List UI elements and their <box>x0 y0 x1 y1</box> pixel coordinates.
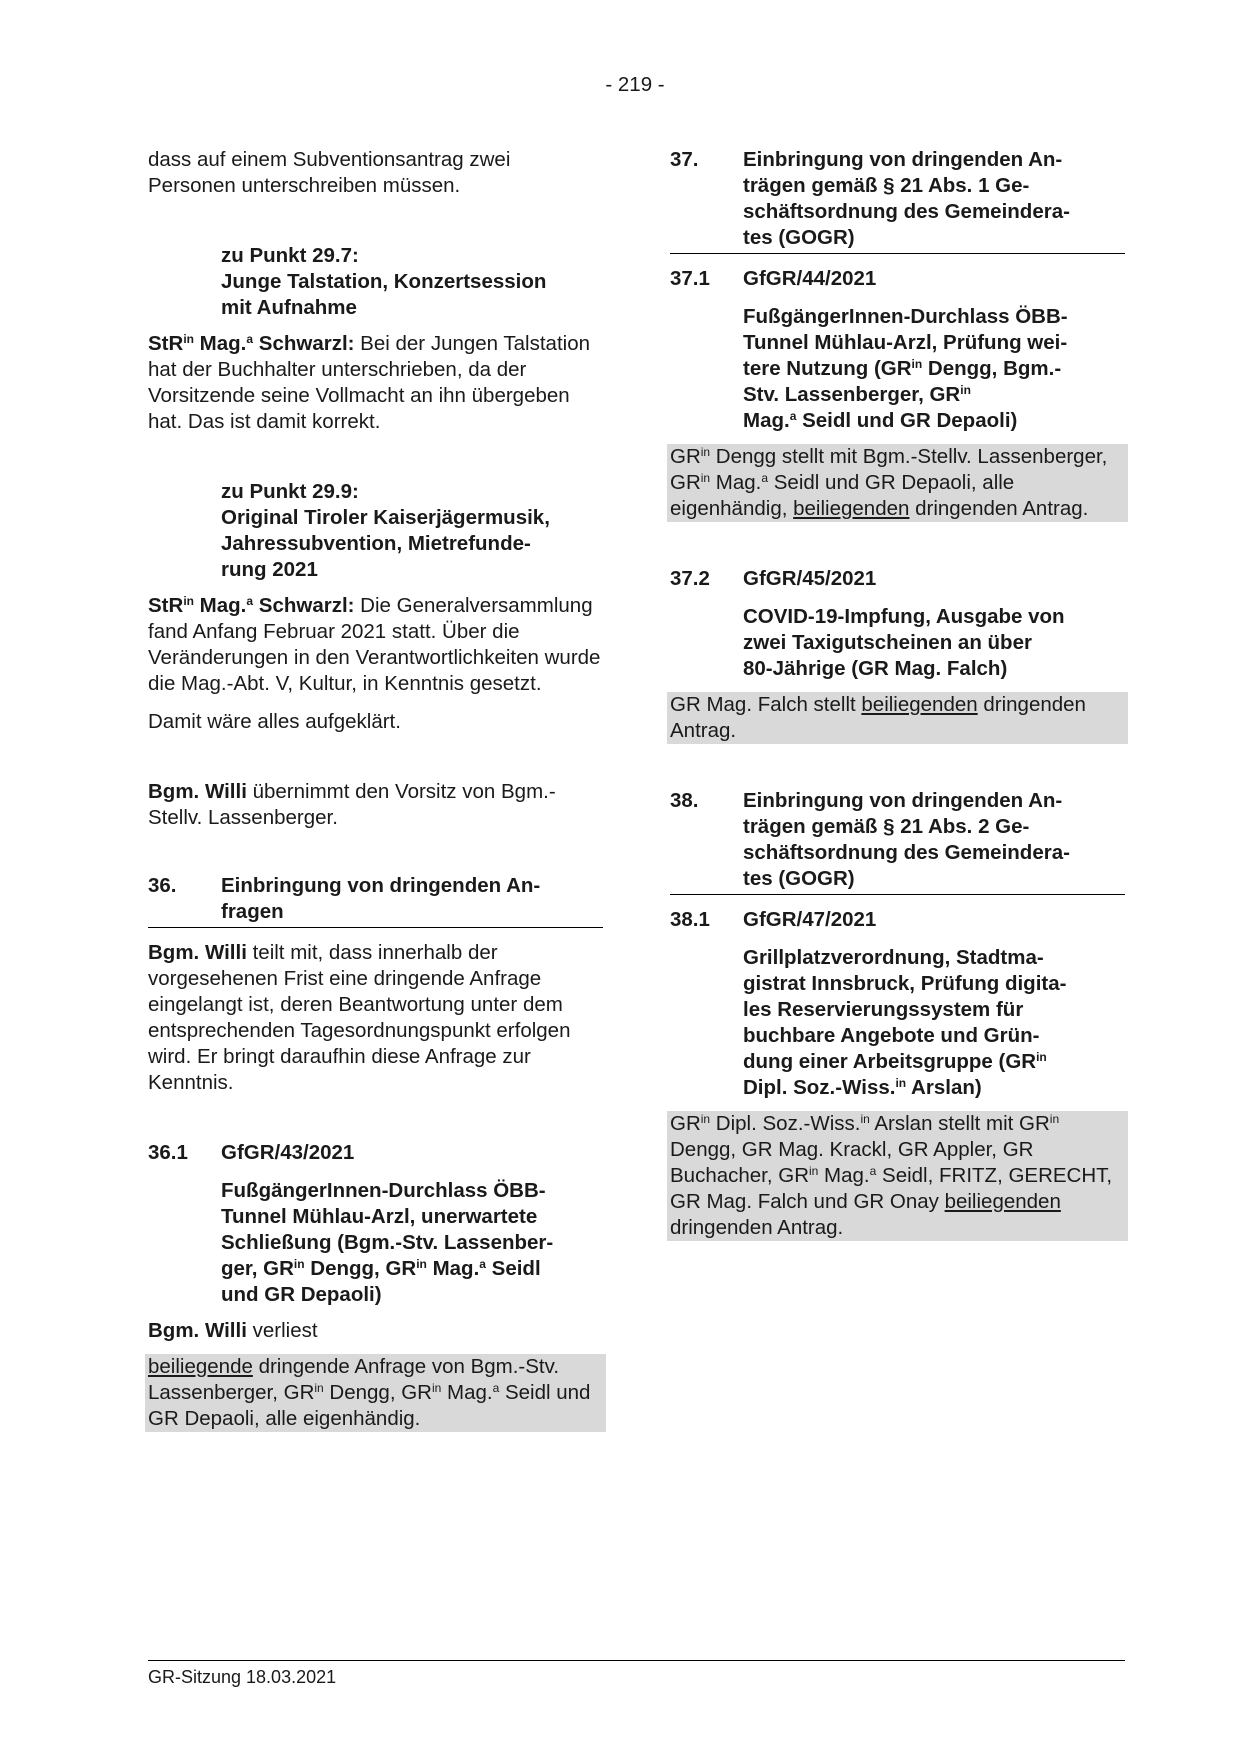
right-column <box>670 147 1125 1241</box>
section-37-heading: 37. Einbringung von dringenden An- trägen gemäß § 21 Abs. 1 Ge- schäftsordnung des Gemeindera- tes (GOGR) <box>670 147 1125 254</box>
section-37-1-heading: 37.1 GfGR/44/2021 <box>670 267 877 290</box>
paragraph-chair-change: Bgm. Willi übernimmt den Vorsitz von Bgm.-Stellv. Lassenberger. <box>148 780 556 829</box>
page-number: - 219 - <box>605 73 665 96</box>
section-36-heading: 36. Einbringung von dringenden An- fragen <box>148 873 603 928</box>
left-column <box>148 147 603 1432</box>
paragraph-schwarzl-29-9: StR$^{in}$ Mag.$^a$ Schwarzl: Die Generalversammlung fand Anfang Februar 2021 statt. Über die Veränderungen in den Verantwortlichkeiten wurde die Mag.-Abt. V, Kultur, in Kenntnis gesetzt. <box>148 594 601 695</box>
page-footer: GR-Sitzung 18.03.2021 <box>148 1660 1125 1690</box>
attachment-link[interactable]: beiliegenden <box>861 693 978 716</box>
section-36-1-box: beiliegende dringende Anfrage von Bgm.-Stv. Lassenberger, $GR^{in}$ Dengg, $GR^{in}$ Mag.$^a$ Seidl und GR Depaoli, alle eigenhändig. <box>145 1354 606 1432</box>
paragraph-schwarzl-29-7: StR$^{in}$ Mag.$^a$ Schwarzl: Bei der Jungen Talstation hat der Buchhalter unterschrieben, da der Vorsitzende seine Vollmacht an ihn übergeben hat. Das ist damit korrekt. <box>148 332 590 433</box>
attachment-link[interactable]: beiliegenden <box>793 497 910 520</box>
section-38-1-box: $GR^{in}$ Dipl. Soz.-Wiss.$^{in}$ Arslan stellt mit $GR^{in}$ Dengg, GR Mag. Krackl, GR Appler, GR Buchacher, $GR^{in}$ Mag.$^a$ Seidl, FRITZ, GERECHT, GR Mag. Falch und GR Onay beiliegenden dringenden Antrag. <box>667 1111 1128 1241</box>
section-37-2-box: GR Mag. Falch stellt beiliegenden dringenden Antrag. <box>667 692 1128 744</box>
section-37-1-title: FußgängerInnen-Durchlass ÖBB- Tunnel Mühlau-Arzl, Prüfung wei- tere Nutzung ($GR^{in}$ Dengg, Bgm.- Stv. Lassenberger, $GR^{in}$ Mag.$^a$ Seidl und GR Depaoli) <box>743 305 1068 432</box>
heading-punkt-29-7: zu Punkt 29.7: Junge Talstation, Konzertsession mit Aufnahme <box>221 244 547 319</box>
section-38-1-title: Grillplatzverordnung, Stadtma- gistrat Innsbruck, Prüfung digita- les Reservierungssystem für buchbare Angebote und Grün- dung einer Arbeitsgruppe ($GR^{in}$ Dipl. Soz.-Wiss.$^{in}$ Arslan) <box>743 946 1067 1099</box>
intro-paragraph: dass auf einem Subventionsantrag zwei Personen unterschreiben müssen. <box>148 148 511 197</box>
section-36-1-title: FußgängerInnen-Durchlass ÖBB- Tunnel Mühlau-Arzl, unerwartete Schließung (Bgm.-Stv. Lassenber- ger, $GR^{in}$ Dengg, $GR^{in}$ Mag.$^a$ Seidl und GR Depaoli) <box>221 1179 554 1306</box>
attachment-link[interactable]: beiliegenden <box>944 1190 1061 1213</box>
section-37-1-box: $GR^{in}$ Dengg stellt mit Bgm.-Stellv. Lassenberger, $GR^{in}$ Mag.$^a$ Seidl und GR Depaoli, alle eigenhändig, beiliegenden dringenden Antrag. <box>667 444 1128 522</box>
attachment-link[interactable]: beiliegende <box>148 1355 253 1378</box>
section-38-heading: 38. Einbringung von dringenden An- trägen gemäß § 21 Abs. 2 Ge- schäftsordnung des Gemeindera- tes (GOGR) <box>670 788 1125 895</box>
paragraph-clarified: Damit wäre alles aufgeklärt. <box>148 710 401 733</box>
section-36-1-heading: 36.1 GfGR/43/2021 <box>148 1141 355 1164</box>
section-36-body: Bgm. Willi teilt mit, dass innerhalb der vorgesehenen Frist eine dringende Anfrage eingelangt ist, deren Beantwortung unter dem entsprechenden Tagesordnungspunkt erfolgen wird. Er bringt daraufhin diese Anfrage zur Kenntnis. <box>148 941 571 1094</box>
heading-punkt-29-9: zu Punkt 29.9: Original Tiroler Kaiserjägermusik, Jahressubvention, Mietrefunde- rung 2021 <box>221 480 550 581</box>
section-37-2-heading: 37.2 GfGR/45/2021 <box>670 567 877 590</box>
section-37-2-title: COVID-19-Impfung, Ausgabe von zwei Taxigutscheinen an über 80-Jährige (GR Mag. Falch) <box>743 605 1065 680</box>
section-36-1-reads: Bgm. Willi verliest <box>148 1319 318 1342</box>
section-38-1-heading: 38.1 GfGR/47/2021 <box>670 908 877 931</box>
